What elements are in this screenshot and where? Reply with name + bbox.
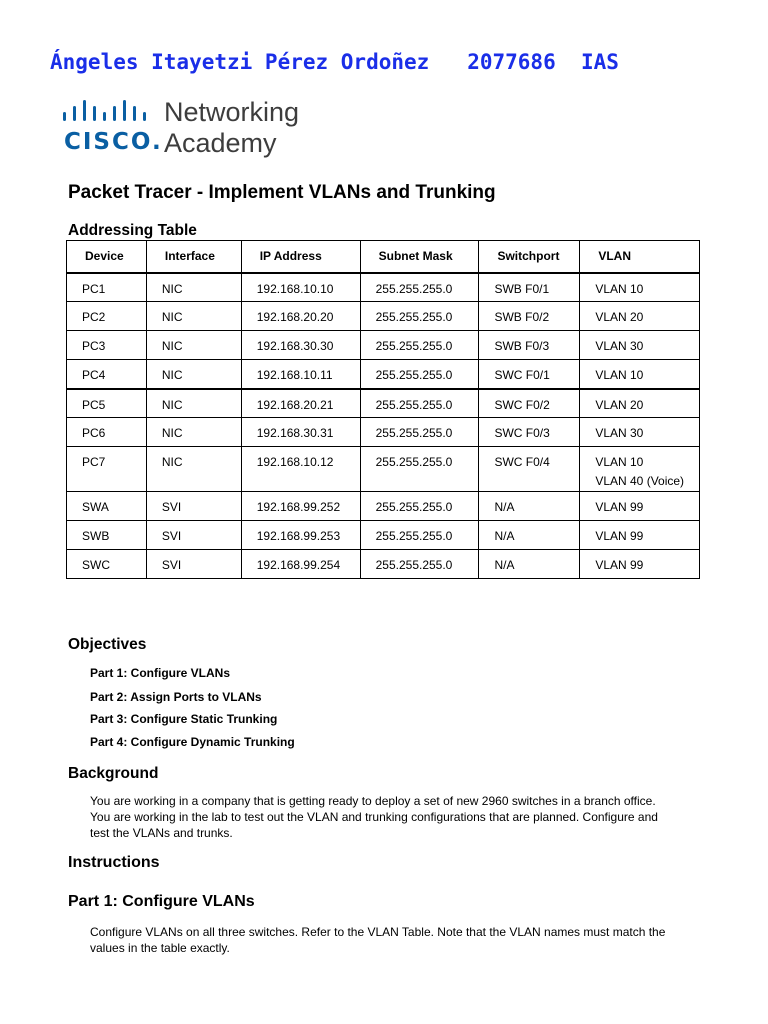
table-cell: VLAN 20 bbox=[580, 389, 700, 418]
cisco-wordmark: CISCO. bbox=[64, 129, 163, 155]
paragraph-line: You are working in the lab to test out the VLAN and trunking configurations that are planned. Configure and bbox=[90, 810, 658, 824]
table-cell: VLAN 30 bbox=[580, 331, 700, 360]
table-cell: 192.168.10.11 bbox=[241, 360, 360, 389]
table-cell: SWB F0/2 bbox=[479, 302, 580, 331]
table-cell: N/A bbox=[479, 550, 580, 579]
objective-item: Part 1: Configure VLANs bbox=[90, 666, 231, 680]
table-row bbox=[67, 389, 700, 418]
table-row bbox=[67, 492, 700, 521]
table-cell: SWB F0/1 bbox=[479, 273, 580, 302]
table-cell: 255.255.255.0 bbox=[360, 331, 479, 360]
objectives-heading: Objectives bbox=[68, 636, 147, 653]
table-cell: 255.255.255.0 bbox=[360, 418, 479, 447]
vlan-voice: VLAN 40 (Voice) bbox=[595, 474, 685, 488]
table-cell: SVI bbox=[146, 521, 241, 550]
objective-item: Part 4: Configure Dynamic Trunking bbox=[90, 735, 295, 749]
part1-heading: Part 1: Configure VLANs bbox=[68, 893, 255, 910]
table-cell: 192.168.10.12 bbox=[241, 447, 360, 492]
table-cell-vlan-multi bbox=[580, 447, 700, 492]
table-cell: VLAN 99 bbox=[580, 492, 700, 521]
column-header: Interface bbox=[146, 241, 241, 273]
table-cell: 192.168.30.31 bbox=[241, 418, 360, 447]
table-cell: SWC bbox=[67, 550, 147, 579]
table-cell: SVI bbox=[146, 550, 241, 579]
table-row bbox=[67, 521, 700, 550]
table-cell: PC2 bbox=[67, 302, 147, 331]
table-cell: 255.255.255.0 bbox=[360, 521, 479, 550]
column-header: VLAN bbox=[580, 241, 700, 273]
document-title: Packet Tracer - Implement VLANs and Trunking bbox=[68, 182, 496, 203]
table-cell: NIC bbox=[146, 447, 241, 492]
table-cell: VLAN 10 bbox=[580, 273, 700, 302]
cisco-bars-icon bbox=[62, 99, 154, 125]
table-cell: 192.168.99.253 bbox=[241, 521, 360, 550]
table-cell: SWC F0/2 bbox=[479, 389, 580, 418]
table-header-row bbox=[67, 241, 700, 273]
table-cell: 255.255.255.0 bbox=[360, 447, 479, 492]
table-cell: 255.255.255.0 bbox=[360, 360, 479, 389]
table-cell: SWB F0/3 bbox=[479, 331, 580, 360]
column-header: Switchport bbox=[479, 241, 580, 273]
table-cell: NIC bbox=[146, 331, 241, 360]
table-cell: VLAN 20 bbox=[580, 302, 700, 331]
background-paragraph bbox=[90, 793, 690, 841]
column-header: Device bbox=[67, 241, 147, 273]
logo-academy-text: Academy bbox=[164, 128, 277, 158]
table-row bbox=[67, 331, 700, 360]
table-cell: 255.255.255.0 bbox=[360, 273, 479, 302]
table-cell: N/A bbox=[479, 521, 580, 550]
background-heading: Background bbox=[68, 765, 159, 782]
paragraph-line: values in the table exactly. bbox=[90, 941, 230, 955]
vlan-primary: VLAN 10 bbox=[595, 455, 644, 469]
objective-item: Part 2: Assign Ports to VLANs bbox=[90, 690, 262, 704]
table-row bbox=[67, 360, 700, 389]
cisco-networking-academy-logo bbox=[62, 99, 322, 161]
table-cell: PC6 bbox=[67, 418, 147, 447]
paragraph-line: test the VLANs and trunks. bbox=[90, 826, 233, 840]
table-cell: PC7 bbox=[67, 447, 147, 492]
addressing-table-heading: Addressing Table bbox=[68, 222, 197, 239]
table-row bbox=[67, 302, 700, 331]
column-header: IP Address bbox=[241, 241, 360, 273]
logo-networking-text: Networking bbox=[164, 97, 300, 127]
table-cell: 192.168.99.254 bbox=[241, 550, 360, 579]
table-row bbox=[67, 273, 700, 302]
table-cell: N/A bbox=[479, 492, 580, 521]
table-cell: SWC F0/4 bbox=[479, 447, 580, 492]
instructions-heading: Instructions bbox=[68, 854, 160, 871]
author-line: Ángeles Itayetzi Pérez Ordoñez 2077686 IAS bbox=[50, 50, 619, 74]
table-cell: SVI bbox=[146, 492, 241, 521]
table-cell: PC3 bbox=[67, 331, 147, 360]
table-cell: 192.168.30.30 bbox=[241, 331, 360, 360]
table-cell: VLAN 10 bbox=[580, 360, 700, 389]
table-cell: PC5 bbox=[67, 389, 147, 418]
table-cell: 192.168.20.21 bbox=[241, 389, 360, 418]
table-cell: 255.255.255.0 bbox=[360, 302, 479, 331]
table-cell: 255.255.255.0 bbox=[360, 492, 479, 521]
table-cell: PC1 bbox=[67, 273, 147, 302]
table-cell: NIC bbox=[146, 273, 241, 302]
addressing-table bbox=[66, 240, 700, 579]
table-cell: NIC bbox=[146, 302, 241, 331]
table-cell: SWB bbox=[67, 521, 147, 550]
table-row bbox=[67, 550, 700, 579]
column-header: Subnet Mask bbox=[360, 241, 479, 273]
table-cell: PC4 bbox=[67, 360, 147, 389]
table-cell: VLAN 99 bbox=[580, 521, 700, 550]
objective-item: Part 3: Configure Static Trunking bbox=[90, 712, 278, 726]
table-row bbox=[67, 418, 700, 447]
part1-paragraph bbox=[90, 924, 690, 956]
table-cell: SWC F0/3 bbox=[479, 418, 580, 447]
paragraph-line: Configure VLANs on all three switches. Refer to the VLAN Table. Note that the VLAN names must match the bbox=[90, 925, 666, 939]
table-cell: VLAN 99 bbox=[580, 550, 700, 579]
table-cell: SWC F0/1 bbox=[479, 360, 580, 389]
table-cell: 192.168.20.20 bbox=[241, 302, 360, 331]
table-cell: 255.255.255.0 bbox=[360, 550, 479, 579]
table-cell: VLAN 30 bbox=[580, 418, 700, 447]
table-cell: 192.168.10.10 bbox=[241, 273, 360, 302]
table-cell: NIC bbox=[146, 389, 241, 418]
paragraph-line: You are working in a company that is getting ready to deploy a set of new 2960 switches in a branch office. bbox=[90, 794, 656, 808]
table-cell: 255.255.255.0 bbox=[360, 389, 479, 418]
table-cell: NIC bbox=[146, 418, 241, 447]
table-cell: SWA bbox=[67, 492, 147, 521]
table-cell: 192.168.99.252 bbox=[241, 492, 360, 521]
table-cell: NIC bbox=[146, 360, 241, 389]
table-row bbox=[67, 447, 700, 492]
